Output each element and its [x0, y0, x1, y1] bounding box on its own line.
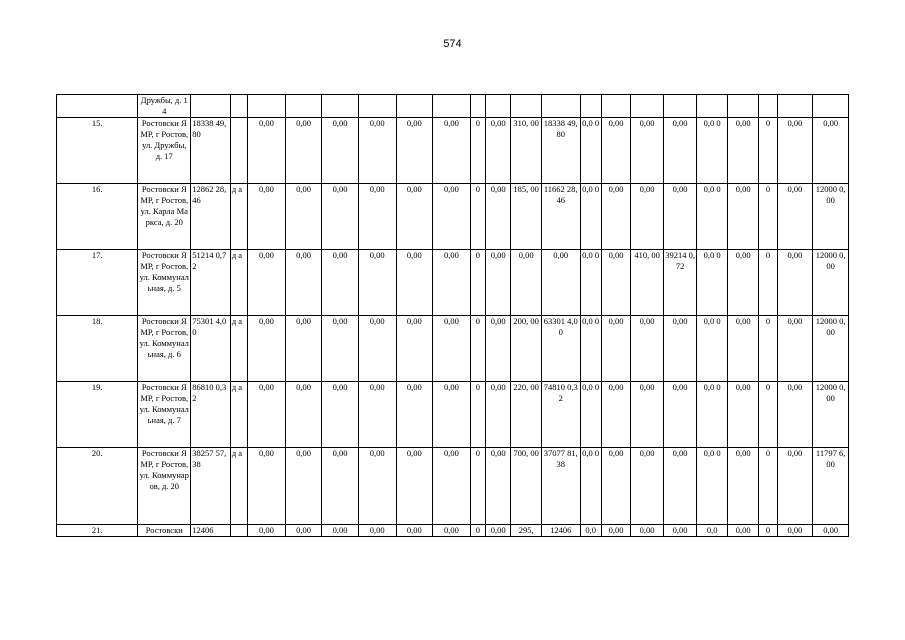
value-cell: 0,00 — [601, 525, 630, 537]
table-row — [57, 250, 849, 316]
value-cell: 0,00 — [248, 184, 286, 250]
value-cell: 0,00 — [777, 118, 813, 184]
address-cell: Ростовски — [138, 525, 191, 537]
value-cell: 86810 0,32 — [191, 382, 231, 448]
value-cell: 0,00 — [396, 382, 433, 448]
value-cell: 0,0 0 — [697, 448, 728, 525]
value-cell — [580, 95, 601, 118]
value-cell: 0,00 — [248, 448, 286, 525]
value-cell: 200, 00 — [511, 316, 542, 382]
value-cell: 310, 00 — [511, 118, 542, 184]
value-cell: 0,00 — [433, 382, 471, 448]
value-cell: 38257 57,38 — [191, 448, 231, 525]
value-cell: 0,00 — [248, 250, 286, 316]
value-cell: 0,00 — [248, 525, 286, 537]
value-cell: 0,00 — [727, 448, 759, 525]
row-number-cell: 21. — [57, 525, 138, 537]
value-cell — [433, 95, 471, 118]
value-cell: д а — [230, 448, 247, 525]
value-cell: 0,00 — [601, 250, 630, 316]
value-cell: 0,00 — [285, 316, 322, 382]
value-cell: 0,00 — [358, 448, 396, 525]
value-cell — [663, 95, 697, 118]
value-cell: 0,00 — [485, 448, 510, 525]
value-cell — [248, 95, 286, 118]
value-cell — [285, 95, 322, 118]
value-cell: 0,00 — [511, 250, 542, 316]
value-cell: 0,00 — [248, 316, 286, 382]
value-cell: 0,00 — [396, 448, 433, 525]
value-cell — [358, 95, 396, 118]
address-cell: Ростовски ЯМР, г Ростов, ул. Коммунал ьная, д. 6 — [138, 316, 191, 382]
value-cell: 0,00 — [285, 250, 322, 316]
value-cell: 0,00 — [433, 250, 471, 316]
value-cell: 0,00 — [358, 316, 396, 382]
value-cell: 0,00 — [601, 184, 630, 250]
value-cell: 0,0 0 — [580, 184, 601, 250]
table-row — [57, 382, 849, 448]
value-cell: 0 — [759, 316, 777, 382]
value-cell: 0 — [470, 316, 485, 382]
value-cell: 0,0 0 — [580, 250, 601, 316]
value-cell: 0,00 — [433, 316, 471, 382]
value-cell: 0,00 — [485, 525, 510, 537]
value-cell: 12406 — [191, 525, 231, 537]
value-cell: 0,00 — [813, 118, 849, 184]
value-cell: 0,00 — [485, 382, 510, 448]
value-cell: 0,0 0 — [580, 448, 601, 525]
value-cell: 0,00 — [601, 118, 630, 184]
value-cell: 0,0 0 — [580, 382, 601, 448]
value-cell: д а — [230, 250, 247, 316]
row-number-cell: 16. — [57, 184, 138, 250]
value-cell: 0,00 — [358, 118, 396, 184]
value-cell: 0,00 — [813, 525, 849, 537]
value-cell: 39214 0,72 — [663, 250, 697, 316]
value-cell: 0,00 — [322, 118, 359, 184]
value-cell: 18338 49,80 — [541, 118, 580, 184]
value-cell: 0,00 — [396, 250, 433, 316]
value-cell: 0,00 — [663, 118, 697, 184]
value-cell: д а — [230, 316, 247, 382]
data-table — [56, 94, 849, 537]
row-number-cell — [57, 95, 138, 118]
value-cell: 0 — [759, 448, 777, 525]
address-cell: Ростовски ЯМР, г Ростов, ул. Коммунар ов, д. 20 — [138, 448, 191, 525]
value-cell: 63301 4,00 — [541, 316, 580, 382]
value-cell: 0,00 — [601, 316, 630, 382]
value-cell: 0 — [470, 184, 485, 250]
value-cell: 0,0 0 — [697, 250, 728, 316]
value-cell: 0,00 — [631, 118, 664, 184]
value-cell: 0,00 — [663, 448, 697, 525]
value-cell: 700, 00 — [511, 448, 542, 525]
value-cell: 0,0 0 — [697, 316, 728, 382]
value-cell: 0,00 — [727, 118, 759, 184]
value-cell — [697, 95, 728, 118]
value-cell: 0,00 — [663, 316, 697, 382]
value-cell: 0,00 — [285, 525, 322, 537]
address-cell: Дружбы, д. 14 — [138, 95, 191, 118]
value-cell: 0 — [470, 382, 485, 448]
value-cell: 74810 0,32 — [541, 382, 580, 448]
value-cell: 0,00 — [285, 448, 322, 525]
value-cell — [485, 95, 510, 118]
value-cell: 0,0 0 — [697, 382, 728, 448]
value-cell: 0,0 0 — [697, 118, 728, 184]
value-cell: 0,00 — [631, 184, 664, 250]
value-cell: 410, 00 — [631, 250, 664, 316]
value-cell: 0 — [759, 250, 777, 316]
table-row — [57, 448, 849, 525]
value-cell: 0,00 — [433, 184, 471, 250]
value-cell: 0,00 — [631, 316, 664, 382]
page-number: 574 — [443, 38, 462, 50]
value-cell: 0,00 — [322, 525, 359, 537]
value-cell — [230, 118, 247, 184]
value-cell: 0,00 — [285, 184, 322, 250]
value-cell — [230, 95, 247, 118]
value-cell — [396, 95, 433, 118]
value-cell: 0,00 — [358, 382, 396, 448]
value-cell: 0 — [470, 250, 485, 316]
value-cell: 0,00 — [631, 382, 664, 448]
value-cell: 0,00 — [663, 525, 697, 537]
value-cell: 0,00 — [322, 184, 359, 250]
value-cell: 0,00 — [485, 250, 510, 316]
value-cell: 0,00 — [663, 184, 697, 250]
value-cell: 12862 28,46 — [191, 184, 231, 250]
value-cell: 0,00 — [322, 448, 359, 525]
value-cell: 0,00 — [396, 316, 433, 382]
address-cell: Ростовски ЯМР, г Ростов, ул. Коммунал ьная, д. 7 — [138, 382, 191, 448]
value-cell: 37077 81,38 — [541, 448, 580, 525]
value-cell: 0,00 — [485, 316, 510, 382]
value-cell — [322, 95, 359, 118]
value-cell: 0,00 — [777, 316, 813, 382]
value-cell: 0,00 — [601, 382, 630, 448]
value-cell — [541, 95, 580, 118]
value-cell: 0,00 — [322, 316, 359, 382]
value-cell: 0,00 — [777, 448, 813, 525]
value-cell — [631, 95, 664, 118]
value-cell: 0,00 — [358, 184, 396, 250]
value-cell: 0,00 — [663, 382, 697, 448]
value-cell: 0,00 — [727, 250, 759, 316]
value-cell: 0,00 — [396, 184, 433, 250]
value-cell — [777, 95, 813, 118]
value-cell: 0 — [470, 118, 485, 184]
value-cell: 0,00 — [631, 448, 664, 525]
value-cell: 0,00 — [248, 118, 286, 184]
value-cell: д а — [230, 382, 247, 448]
value-cell — [813, 95, 849, 118]
value-cell — [230, 525, 247, 537]
value-cell — [511, 95, 542, 118]
value-cell: 0,00 — [727, 316, 759, 382]
value-cell: 0 — [759, 118, 777, 184]
table-row — [57, 95, 849, 118]
value-cell: 0,00 — [396, 118, 433, 184]
address-cell: Ростовски ЯМР, г Ростов, ул. Карла Маркса, д. 20 — [138, 184, 191, 250]
value-cell: 0,00 — [285, 118, 322, 184]
value-cell: 0,0 0 — [580, 316, 601, 382]
value-cell: 12000 0,00 — [813, 250, 849, 316]
address-cell: Ростовски ЯМР, г Ростов, ул. Дружбы, д. 17 — [138, 118, 191, 184]
value-cell: 0,00 — [285, 382, 322, 448]
address-cell: Ростовски ЯМР, г Ростов, ул. Коммунал ьная, д. 5 — [138, 250, 191, 316]
table-row — [57, 184, 849, 250]
value-cell: 0,00 — [358, 525, 396, 537]
value-cell: 0 — [759, 525, 777, 537]
row-number-cell: 20. — [57, 448, 138, 525]
value-cell: 0,00 — [601, 448, 630, 525]
value-cell: 12000 0,00 — [813, 316, 849, 382]
value-cell: 0,00 — [727, 525, 759, 537]
value-cell: 0 — [470, 525, 485, 537]
value-cell: 0,00 — [485, 184, 510, 250]
value-cell: 0 — [470, 448, 485, 525]
value-cell: 0,00 — [631, 525, 664, 537]
value-cell: 0,00 — [358, 250, 396, 316]
value-cell: 12406 — [541, 525, 580, 537]
value-cell: д а — [230, 184, 247, 250]
row-number-cell: 18. — [57, 316, 138, 382]
row-number-cell: 17. — [57, 250, 138, 316]
value-cell: 295, — [511, 525, 542, 537]
value-cell: 0,00 — [485, 118, 510, 184]
value-cell: 0,00 — [541, 250, 580, 316]
value-cell: 0,00 — [433, 118, 471, 184]
row-number-cell: 15. — [57, 118, 138, 184]
value-cell — [470, 95, 485, 118]
value-cell: 0,00 — [777, 250, 813, 316]
table-row — [57, 525, 849, 537]
table-row — [57, 316, 849, 382]
value-cell: 0,00 — [777, 184, 813, 250]
value-cell: 0,00 — [777, 525, 813, 537]
value-cell: 0,0 0 — [697, 184, 728, 250]
value-cell — [191, 95, 231, 118]
value-cell: 0 — [759, 184, 777, 250]
value-cell: 185, 00 — [511, 184, 542, 250]
table-row — [57, 118, 849, 184]
value-cell: 0,00 — [248, 382, 286, 448]
value-cell — [727, 95, 759, 118]
value-cell: 0 — [759, 382, 777, 448]
value-cell: 11797 6,00 — [813, 448, 849, 525]
value-cell — [759, 95, 777, 118]
value-cell: 0,00 — [322, 250, 359, 316]
value-cell: 11662 28,46 — [541, 184, 580, 250]
value-cell: 0,0 — [580, 525, 601, 537]
value-cell: 0,00 — [322, 382, 359, 448]
value-cell: 12000 0,00 — [813, 382, 849, 448]
value-cell: 0,00 — [727, 184, 759, 250]
row-number-cell: 19. — [57, 382, 138, 448]
value-cell: 0,00 — [727, 382, 759, 448]
value-cell: 12000 0,00 — [813, 184, 849, 250]
value-cell: 75301 4,00 — [191, 316, 231, 382]
value-cell — [601, 95, 630, 118]
value-cell: 0,0 — [697, 525, 728, 537]
value-cell: 0,00 — [433, 448, 471, 525]
value-cell: 51214 0,72 — [191, 250, 231, 316]
value-cell: 0,00 — [777, 382, 813, 448]
value-cell: 0,0 0 — [580, 118, 601, 184]
value-cell: 18338 49,80 — [191, 118, 231, 184]
value-cell: 0,00 — [396, 525, 433, 537]
value-cell: 0,00 — [433, 525, 471, 537]
value-cell: 220, 00 — [511, 382, 542, 448]
